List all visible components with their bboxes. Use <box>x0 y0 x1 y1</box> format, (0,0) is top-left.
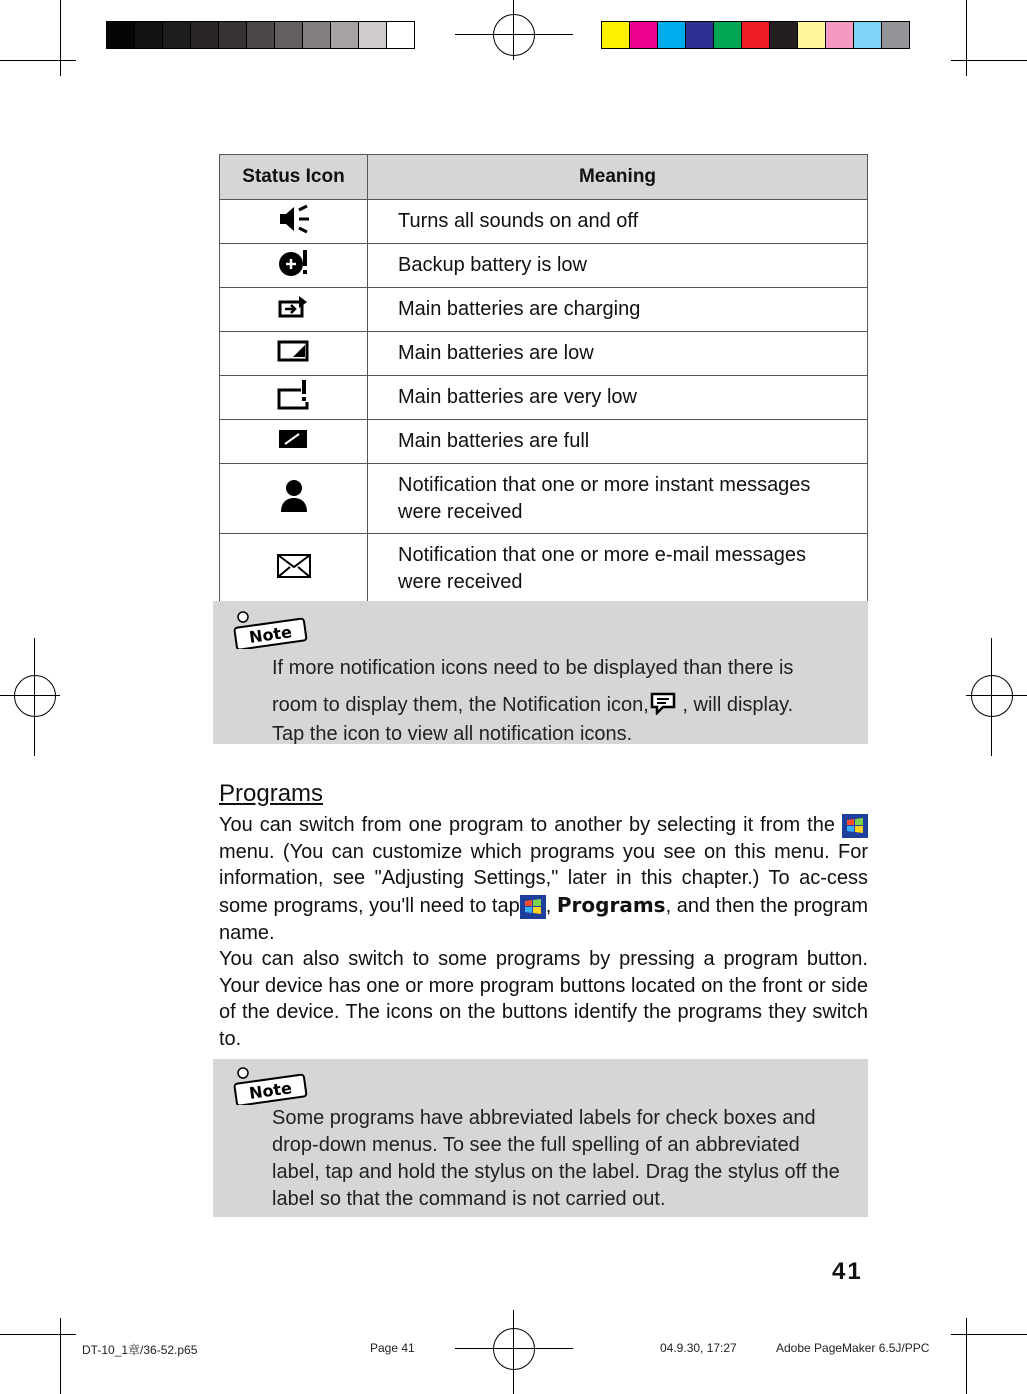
start-menu-icon <box>842 814 868 838</box>
battery-charging-icon <box>277 292 311 322</box>
footer-file: DT-10_1章/36-52.p65 <box>82 1343 198 1357</box>
table-row <box>220 534 868 604</box>
battery-full-icon <box>277 424 311 454</box>
note-badge-icon <box>231 609 311 649</box>
table-row <box>220 332 868 376</box>
email-icon <box>276 552 312 580</box>
gray-color-bar <box>106 21 415 49</box>
status-icon-table <box>219 154 868 604</box>
meaning-cell: Notification that one or more instant messages were received <box>368 464 868 534</box>
battery-low-icon <box>277 336 311 366</box>
color-swatch <box>686 22 714 48</box>
table-row <box>220 464 868 534</box>
color-swatch <box>303 22 331 48</box>
table-row <box>220 244 868 288</box>
table-row <box>220 288 868 332</box>
footer-page: Page 41 <box>370 1341 415 1355</box>
color-swatch <box>770 22 798 48</box>
instant-message-icon <box>277 478 311 514</box>
color-swatch <box>331 22 359 48</box>
color-swatch <box>798 22 826 48</box>
start-menu-icon <box>520 895 546 919</box>
color-swatch <box>107 22 135 48</box>
programs-paragraph-2: You can also switch to some programs by pressing a program button. Your device has one or more program buttons located on the front or side of the device. The icons on the buttons identify the programs they switch to. <box>219 948 868 1051</box>
status-icon-column-header: Status Icon <box>220 155 368 200</box>
color-swatch <box>602 22 630 48</box>
color-swatch <box>826 22 854 48</box>
page-number: 41 <box>832 1258 863 1285</box>
note-box <box>213 1059 868 1217</box>
color-swatch <box>191 22 219 48</box>
meaning-cell: Backup battery is low <box>368 244 868 288</box>
note-badge-label: Note <box>247 622 294 647</box>
note-badge-icon <box>231 1065 311 1105</box>
note-badge-label: Note <box>247 1078 294 1103</box>
meaning-cell: Main batteries are low <box>368 332 868 376</box>
note-box <box>213 601 868 744</box>
color-swatch <box>630 22 658 48</box>
color-swatch <box>135 22 163 48</box>
color-swatch <box>387 22 414 48</box>
section-title: Programs <box>219 780 324 807</box>
footer-app: Adobe PageMaker 6.5J/PPC <box>776 1341 930 1355</box>
color-swatch <box>275 22 303 48</box>
color-swatch <box>359 22 387 48</box>
table-row <box>220 200 868 244</box>
table-row <box>220 376 868 420</box>
color-swatch <box>163 22 191 48</box>
programs-paragraph: You can switch from one program to another by selecting it from the menu. (You can customize which programs you see on this menu. For information, see "Adjusting Settings," later in this chapter.) To ac-cess some programs, you'll need to tap , Programs, and then the program name. <box>219 814 868 944</box>
speaker-icon <box>277 204 311 234</box>
color-swatch <box>882 22 909 48</box>
notification-icon <box>649 691 677 715</box>
meaning-cell: Main batteries are full <box>368 420 868 464</box>
meaning-column-header: Meaning <box>368 155 868 200</box>
color-swatch <box>247 22 275 48</box>
color-swatch <box>742 22 770 48</box>
meaning-cell: Main batteries are charging <box>368 288 868 332</box>
meaning-cell: Turns all sounds on and off <box>368 200 868 244</box>
footer-date: 04.9.30, 17:27 <box>660 1341 737 1355</box>
note-text: If more notification icons need to be displayed than there is room to display them, the Notification icon, , will display. Tap the icon to view all notification icons. <box>272 657 794 745</box>
table-header-row <box>220 155 868 200</box>
color-swatch <box>714 22 742 48</box>
note-text: Some programs have abbreviated labels for check boxes and drop-down menus. To see the full spelling of an abbreviated label, tap and hold the stylus on the label. Drag the stylus off the label so that the command is not carried out. <box>272 1107 840 1210</box>
battery-very-low-icon <box>277 380 311 410</box>
backup-battery-low-icon <box>277 248 311 278</box>
color-swatch <box>219 22 247 48</box>
color-swatch <box>658 22 686 48</box>
color-bar <box>601 21 910 49</box>
table-row <box>220 420 868 464</box>
meaning-cell: Notification that one or more e-mail messages were received <box>368 534 868 604</box>
color-swatch <box>854 22 882 48</box>
meaning-cell: Main batteries are very low <box>368 376 868 420</box>
